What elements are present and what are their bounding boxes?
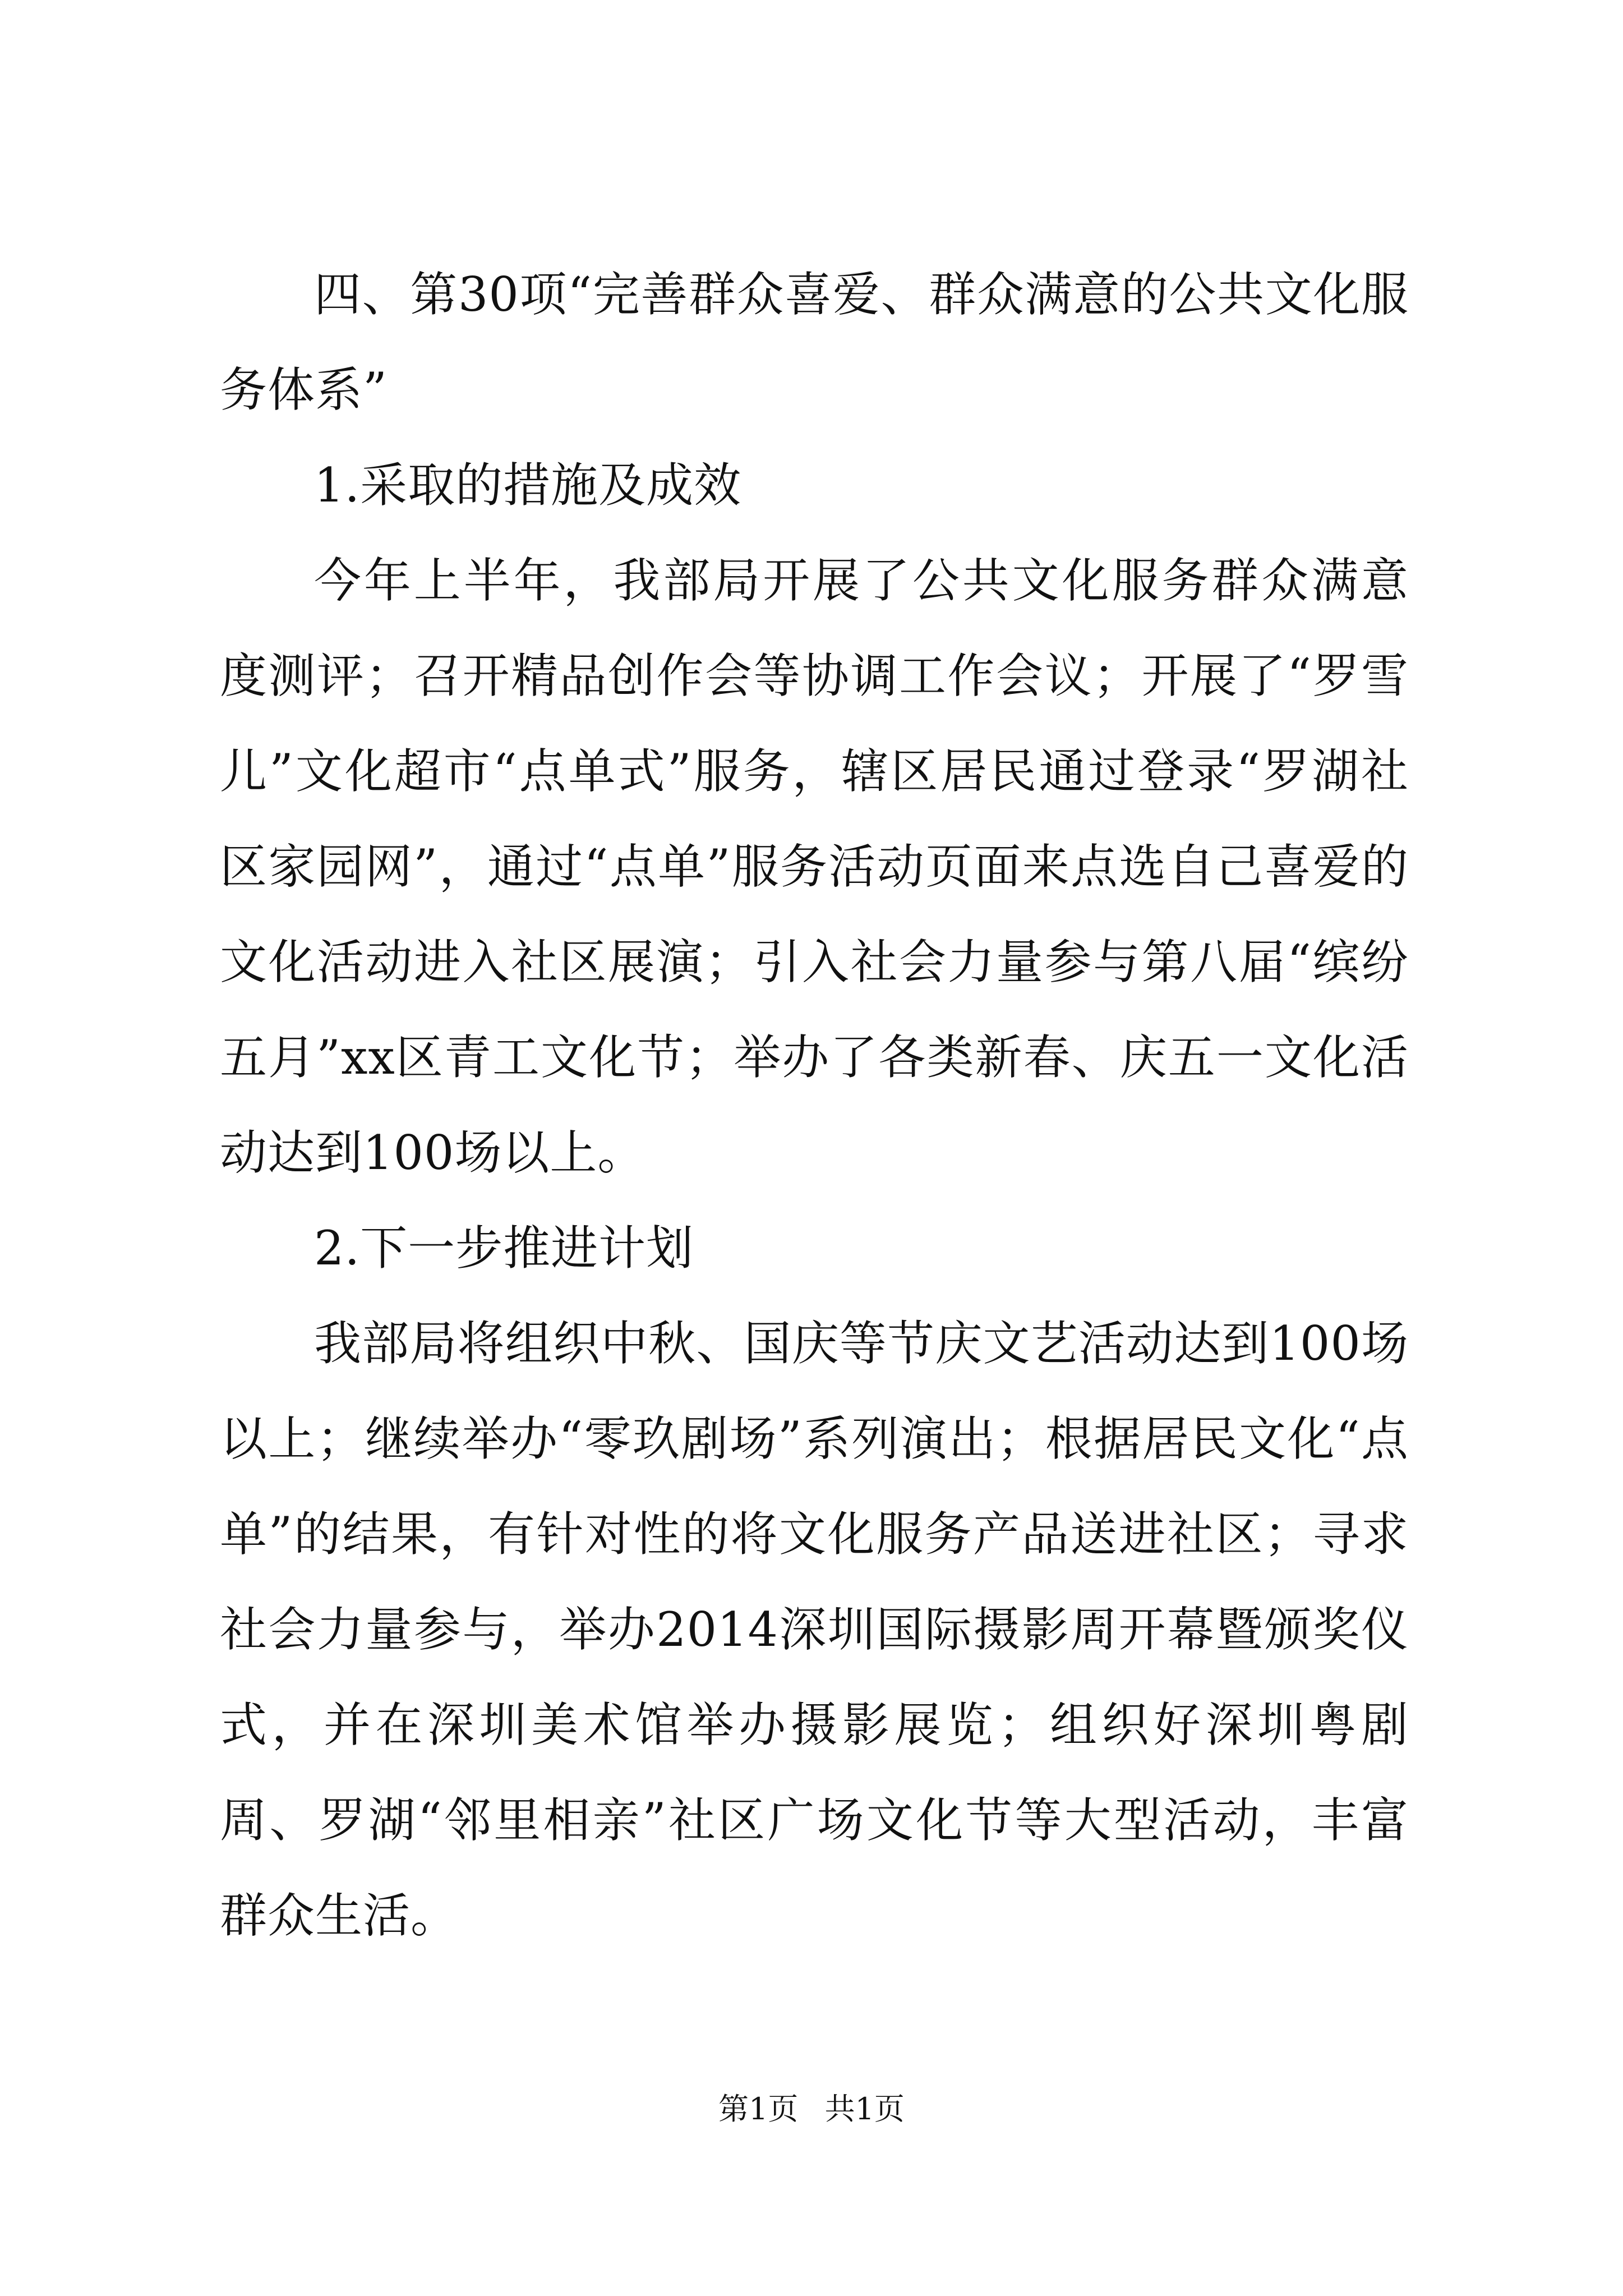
subsection-heading-plan: 2.下一步推进计划 <box>314 1221 694 1276</box>
subsection-heading-measures: 1.采取的措施及成效 <box>314 458 742 513</box>
page-number: 第1页 <box>718 2091 799 2127</box>
page-footer <box>0 2090 1623 2129</box>
document-body <box>220 247 1409 1963</box>
paragraph-measures: 今年上半年，我部局开展了公共文化服务群众满意度测评；召开精品创作会等协调工作会议；开展了“罗雪儿”文化超市“点单式”服务，辖区居民通过登录“罗湖社区家园网”，通过“点单”服务活动页面来点选自己喜爱的文化活动进入社区展演；引入社会力量参与第八届“缤纷五月”xx区青工文化节；举办了各类新春、庆五一文化活动达到100场以上。 <box>220 553 1409 1180</box>
section-heading: 四、第30项“完善群众喜爱、群众满意的公共文化服务体系” <box>220 267 1409 417</box>
page-total: 共1页 <box>824 2091 905 2127</box>
paragraph-plan: 我部局将组织中秋、国庆等节庆文艺活动达到100场以上；继续举办“零玖剧场”系列演出；根据居民文化“点单”的结果，有针对性的将文化服务产品送进社区；寻求社会力量参与，举办2014深圳国际摄影周开幕暨颁奖仪式，并在深圳美术馆举办摄影展览；组织好深圳粤剧周、罗湖“邻里相亲”社区广场文化节等大型活动，丰富群众生活。 <box>220 1316 1409 1943</box>
